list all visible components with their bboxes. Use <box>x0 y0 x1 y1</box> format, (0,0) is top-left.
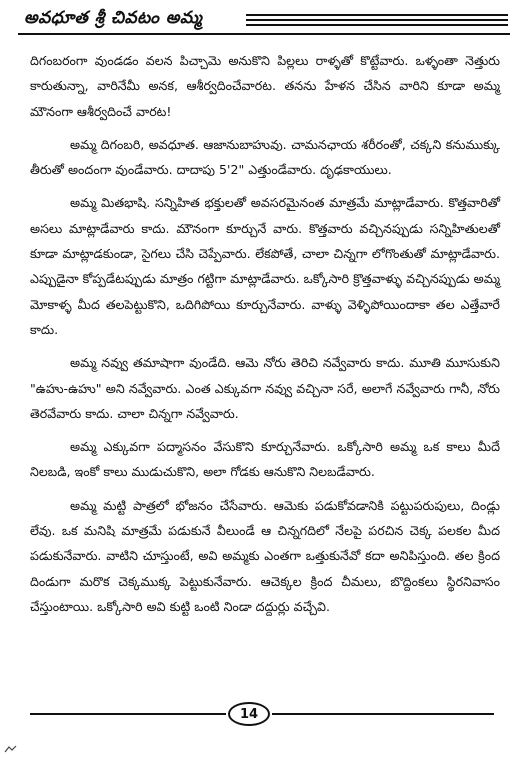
header-underline <box>18 33 510 35</box>
scan-mark-icon <box>4 744 18 754</box>
running-header <box>18 6 510 36</box>
header-title: అవధూత శ్రీ చివటం అమ్మ <box>24 8 203 28</box>
page-number: 14 <box>239 706 259 722</box>
header-rule <box>246 19 508 21</box>
header-rule <box>246 24 508 26</box>
body-text <box>30 48 500 627</box>
page-number-badge <box>228 702 270 726</box>
paragraph: అమ్మ మట్టి పాత్రలో భోజనం చేసేవారు. ఆమెకు పడుకోవడానికి పట్టుపరుపులు, దిండ్లు లేవు. ఒక మనిషి మాత్రమే పడుకునే వీలుండే ఆ చిన్నగదిలో నేలపై పరచిన చెక్క పలకల మీద పడుకునేవారు. వాటిని చూస్తుంటే, అవి అమ్మకు ఎంతగా ఒత్తుకునేవో కదా అనిపిస్తుంది. తల క్రింద దిండుగా మరొక చెక్కముక్క పెట్టుకునేవారు. ఆచెక్కల క్రింద చీమలు, బొద్దింకలు స్థిరనివాసం చేస్తుంటాయి. ఒక్కోసారి అవి కుట్టి ఒంటి నిండా దద్దుర్లు వచ్చేవి. <box>30 497 500 614</box>
header-rule <box>246 14 508 16</box>
paragraph: అమ్మ ఎక్కువగా పద్మాసనం వేసుకొని కూర్చునేవారు. ఒక్కోసారి అమ్మ ఒక కాలు మీదే నిలబడి, ఇంకో కాలు ముడుచుకొని, అలా గోడకు ఆనుకొని నిలబడేవారు. <box>30 439 500 480</box>
paragraph: అమ్మ మితభాషి. సన్నిహిత భక్తులతో అవసరమైనంత మాత్రమే మాట్లాడేవారు. కొత్తవారితో అసలు మాట్లాడేవారు కాదు. మౌనంగా కూర్చునే వారు. కొత్తవారు వచ్చినప్పుడు సన్నిహితులతో కూడా మాట్లాడకుండా, సైగలు చేసి చెప్పేవారు. లేకపోతే, చాలా చిన్నగా లోగొంతుతో మాట్లాడేవారు. ఎప్పుడైనా కోప్పడేటప్పుడు మాత్రం గట్టిగా మాట్లాడేవారు. ఒక్కోసారి క్రొత్తవాళ్ళు వచ్చినప్పుడు అమ్మ మోకాళ్ళ మీద తలపెట్టుకొని, ఒదిగిపోయి కూర్చునేవారు. వాళ్ళు వెళ్ళిపోయిందాకా తల ఎత్తేవారే కాదు. <box>30 195 500 337</box>
paragraph: అమ్మ దిగంబరి, అవధూత. ఆజానుబాహువు. చామనఛాయ శరీరంతో, చక్కని కనుముక్కు తీరుతో అందంగా వుండేవారు. దాదాపు 5'2" ఎత్తుండేవారు. దృఢకాయులు. <box>30 136 500 178</box>
paragraph: అమ్మ నవ్వు తమాషాగా వుండేది. ఆమె నోరు తెరిచి నవ్వేవారు కాదు. మూతి మూసుకుని "ఉహు-ఉహు" అని నవ్వేవారు. ఎంత ఎక్కువగా నవ్వు వచ్చినా సరే, అలాగే నవ్వేవారు గానీ, నోరు తెరవేవారు కాదు. చాలా చిన్నగా నవ్వేవారు. <box>30 355 500 421</box>
footer-rule <box>30 713 226 715</box>
paragraph: దిగంబరంగా వుండడం వలన పిచ్చామె అనుకొని పిల్లలు రాళ్ళతో కొట్టేవారు. ఒళ్ళంతా నెత్తురు కారుతున్నా, వారినేమీ అనక, ఆశీర్వదించేవారట. తనను హేళన చేసిన వారిని కూడా అమ్మ మౌనంగా ఆశీర్వదించే వారట! <box>30 53 500 119</box>
footer-rule <box>272 713 494 715</box>
